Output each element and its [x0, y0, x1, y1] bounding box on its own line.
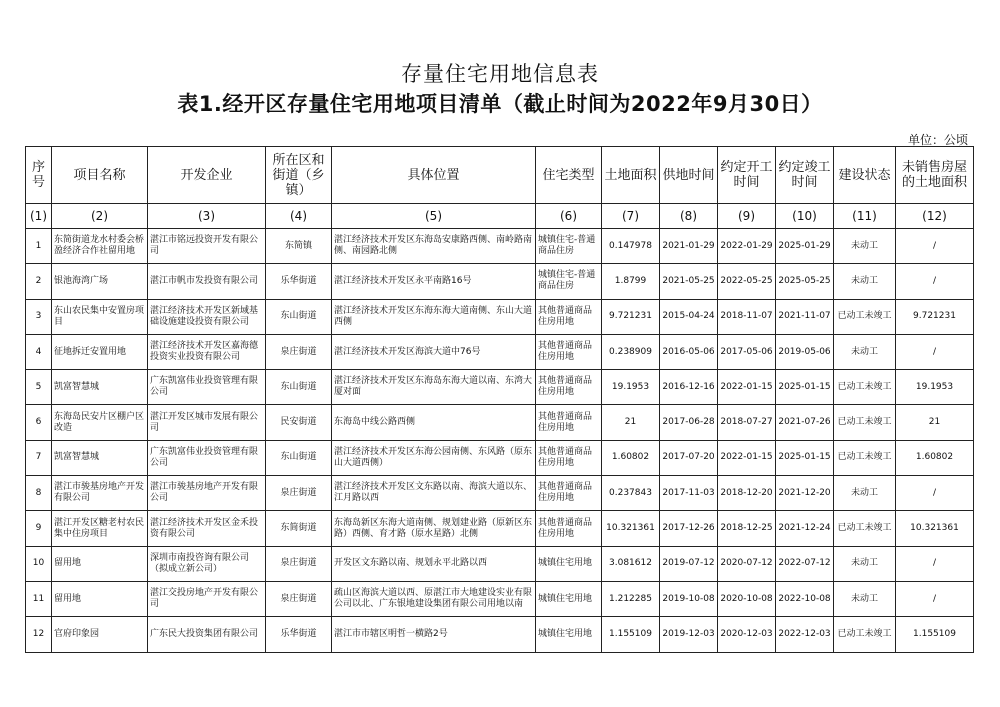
land-area-cell: 1.60802 [602, 440, 660, 475]
finish-date-cell: 2022-10-08 [776, 581, 834, 616]
table-row [26, 581, 974, 616]
finish-date-cell: 2022-07-12 [776, 546, 834, 581]
start-date-cell: 2022-01-15 [718, 370, 776, 405]
street-cell: 泉庄街道 [266, 581, 332, 616]
location-cell: 东海岛中线公路西侧 [332, 405, 536, 440]
header-cell: 约定开工时间 [718, 147, 776, 204]
table-row [26, 511, 974, 546]
supply-date-cell: 2017-12-26 [660, 511, 718, 546]
land-area-cell: 1.8799 [602, 264, 660, 299]
land-area-cell: 0.237843 [602, 476, 660, 511]
status-cell: 未动工 [834, 334, 896, 369]
column-index-row [26, 204, 974, 229]
housing-type-cell: 城镇住宅用地 [536, 617, 602, 652]
status-cell: 未动工 [834, 581, 896, 616]
location-cell: 湛江经济技术开发区东海岛东海大道以南、东湾大厦对面 [332, 370, 536, 405]
serial-cell: 1 [26, 229, 52, 264]
column-index: (1) [26, 204, 52, 229]
unsold-area-cell: / [896, 264, 974, 299]
unsold-area-cell: 19.1953 [896, 370, 974, 405]
unit-label: 单位：公顷 [907, 133, 968, 147]
supply-date-cell: 2015-04-24 [660, 299, 718, 334]
housing-type-cell: 其他普通商品住房用地 [536, 370, 602, 405]
unsold-area-cell: 10.321361 [896, 511, 974, 546]
supply-date-cell: 2017-06-28 [660, 405, 718, 440]
supply-date-cell: 2017-07-20 [660, 440, 718, 475]
location-cell: 疏山区海滨大道以西、原湛江市大地建设实业有限公司以北、广东银地建设集团有限公司用地以南 [332, 581, 536, 616]
column-index: (3) [148, 204, 266, 229]
project-name-cell: 湛江市骏基房地产开发有限公司 [52, 476, 148, 511]
project-name-cell: 凯富智慧城 [52, 440, 148, 475]
unsold-area-cell: / [896, 546, 974, 581]
housing-type-cell: 其他普通商品住房用地 [536, 299, 602, 334]
street-cell: 东山街道 [266, 370, 332, 405]
housing-type-cell: 城镇住宅用地 [536, 546, 602, 581]
land-area-cell: 1.155109 [602, 617, 660, 652]
street-cell: 泉庄街道 [266, 546, 332, 581]
serial-cell: 6 [26, 405, 52, 440]
finish-date-cell: 2021-11-07 [776, 299, 834, 334]
location-cell: 湛江经济技术开发区东海岛安康路西侧、南岭路南侧、南园路北侧 [332, 229, 536, 264]
project-name-cell: 凯富智慧城 [52, 370, 148, 405]
status-cell: 已动工未竣工 [834, 511, 896, 546]
company-cell: 广东凯富伟业投资管理有限公司 [148, 370, 266, 405]
column-index: (4) [266, 204, 332, 229]
location-cell: 湛江经济技术开发区永平南路16号 [332, 264, 536, 299]
street-cell: 民安街道 [266, 405, 332, 440]
table-subtitle: 表1.经开区存量住宅用地项目清单（截止时间为2022年9月30日） [177, 92, 823, 116]
supply-date-cell: 2019-10-08 [660, 581, 718, 616]
housing-type-cell: 城镇住宅用地 [536, 581, 602, 616]
unsold-area-cell: / [896, 229, 974, 264]
finish-date-cell: 2021-12-20 [776, 476, 834, 511]
supply-date-cell: 2019-12-03 [660, 617, 718, 652]
header-row [26, 147, 974, 204]
column-index: (7) [602, 204, 660, 229]
unsold-area-cell: / [896, 476, 974, 511]
column-index: (12) [896, 204, 974, 229]
housing-type-cell: 其他普通商品住房用地 [536, 440, 602, 475]
status-cell: 未动工 [834, 264, 896, 299]
land-area-cell: 1.212285 [602, 581, 660, 616]
company-cell: 湛江市铭远投资开发有限公司 [148, 229, 266, 264]
street-cell: 东山街道 [266, 299, 332, 334]
status-cell: 已动工未竣工 [834, 617, 896, 652]
finish-date-cell: 2025-01-15 [776, 370, 834, 405]
finish-date-cell: 2025-01-15 [776, 440, 834, 475]
status-cell: 已动工未竣工 [834, 405, 896, 440]
header-cell: 土地面积 [602, 147, 660, 204]
serial-cell: 8 [26, 476, 52, 511]
project-name-cell: 留用地 [52, 581, 148, 616]
start-date-cell: 2018-12-25 [718, 511, 776, 546]
unsold-area-cell: / [896, 334, 974, 369]
supply-date-cell: 2021-05-25 [660, 264, 718, 299]
project-name-cell: 银池海湾广场 [52, 264, 148, 299]
land-area-cell: 10.321361 [602, 511, 660, 546]
housing-type-cell: 城镇住宅-普通商品住房 [536, 264, 602, 299]
street-cell: 东山街道 [266, 440, 332, 475]
header-cell: 开发企业 [148, 147, 266, 204]
company-cell: 深圳市南投咨询有限公司（拟成立新公司） [148, 546, 266, 581]
land-area-cell: 0.147978 [602, 229, 660, 264]
project-name-cell: 留用地 [52, 546, 148, 581]
serial-cell: 4 [26, 334, 52, 369]
location-cell: 东海岛新区东海大道南侧、规划建业路（原新区东路）西侧、育才路（原水星路）北侧 [332, 511, 536, 546]
location-cell: 湛江经济技术开发区海滨大道中76号 [332, 334, 536, 369]
street-cell: 泉庄街道 [266, 476, 332, 511]
company-cell: 湛江经济技术开发区嘉海德投资实业投资有限公司 [148, 334, 266, 369]
status-cell: 未动工 [834, 229, 896, 264]
supply-date-cell: 2019-07-12 [660, 546, 718, 581]
column-index: (10) [776, 204, 834, 229]
project-name-cell: 东简街道龙水村委会桥盈经济合作社留用地 [52, 229, 148, 264]
start-date-cell: 2022-01-29 [718, 229, 776, 264]
serial-cell: 2 [26, 264, 52, 299]
street-cell: 东简镇 [266, 229, 332, 264]
supply-date-cell: 2021-01-29 [660, 229, 718, 264]
header-cell: 具体位置 [332, 147, 536, 204]
unsold-area-cell: 1.155109 [896, 617, 974, 652]
start-date-cell: 2020-07-12 [718, 546, 776, 581]
location-cell: 湛江经济技术开发区东海东海大道南侧、东山大道西侧 [332, 299, 536, 334]
table-row [26, 229, 974, 264]
land-area-cell: 9.721231 [602, 299, 660, 334]
street-cell: 东简街道 [266, 511, 332, 546]
start-date-cell: 2020-10-08 [718, 581, 776, 616]
start-date-cell: 2018-12-20 [718, 476, 776, 511]
start-date-cell: 2022-01-15 [718, 440, 776, 475]
housing-type-cell: 其他普通商品住房用地 [536, 334, 602, 369]
company-cell: 湛江市帆市发投资有限公司 [148, 264, 266, 299]
land-area-cell: 3.081612 [602, 546, 660, 581]
table-row [26, 546, 974, 581]
project-name-cell: 湛江开发区糖老村农民集中住房项目 [52, 511, 148, 546]
project-name-cell: 官府印象园 [52, 617, 148, 652]
column-index: (6) [536, 204, 602, 229]
table-row [26, 299, 974, 334]
unsold-area-cell: 1.60802 [896, 440, 974, 475]
table-row [26, 476, 974, 511]
location-cell: 湛江市市辖区明哲一横路2号 [332, 617, 536, 652]
status-cell: 已动工未竣工 [834, 299, 896, 334]
project-name-cell: 东山农民集中安置房项目 [52, 299, 148, 334]
land-area-cell: 19.1953 [602, 370, 660, 405]
housing-type-cell: 其他普通商品住房用地 [536, 405, 602, 440]
street-cell: 乐华街道 [266, 617, 332, 652]
status-cell: 已动工未竣工 [834, 370, 896, 405]
location-cell: 开发区文东路以南、规划永平北路以西 [332, 546, 536, 581]
start-date-cell: 2020-12-03 [718, 617, 776, 652]
supply-date-cell: 2016-05-06 [660, 334, 718, 369]
finish-date-cell: 2021-12-24 [776, 511, 834, 546]
company-cell: 广东民大投资集团有限公司 [148, 617, 266, 652]
status-cell: 未动工 [834, 546, 896, 581]
start-date-cell: 2022-05-25 [718, 264, 776, 299]
header-cell: 供地时间 [660, 147, 718, 204]
start-date-cell: 2018-07-27 [718, 405, 776, 440]
housing-type-cell: 其他普通商品住房用地 [536, 511, 602, 546]
header-cell: 未销售房屋的土地面积 [896, 147, 974, 204]
company-cell: 湛江交投房地产开发有限公司 [148, 581, 266, 616]
company-cell: 湛江经济技术开发区新域基础设施建设投资有限公司 [148, 299, 266, 334]
header-cell: 所在区和街道（乡镇） [266, 147, 332, 204]
supply-date-cell: 2017-11-03 [660, 476, 718, 511]
header-cell: 约定竣工时间 [776, 147, 834, 204]
header-cell: 项目名称 [52, 147, 148, 204]
serial-cell: 3 [26, 299, 52, 334]
column-index: (2) [52, 204, 148, 229]
company-cell: 广东凯富伟业投资管理有限公司 [148, 440, 266, 475]
location-cell: 湛江经济技术开发区东海公园南侧、东风路（原东山大道西侧） [332, 440, 536, 475]
column-index: (9) [718, 204, 776, 229]
finish-date-cell: 2022-12-03 [776, 617, 834, 652]
column-index: (11) [834, 204, 896, 229]
unsold-area-cell: / [896, 581, 974, 616]
land-area-cell: 21 [602, 405, 660, 440]
project-name-cell: 征地拆迁安置用地 [52, 334, 148, 369]
serial-cell: 9 [26, 511, 52, 546]
project-name-cell: 东海岛民安片区棚户区改造 [52, 405, 148, 440]
table-row [26, 370, 974, 405]
table-row [26, 264, 974, 299]
housing-type-cell: 城镇住宅-普通商品住房 [536, 229, 602, 264]
header-cell: 住宅类型 [536, 147, 602, 204]
status-cell: 未动工 [834, 476, 896, 511]
company-cell: 湛江市骏基房地产开发有限公司 [148, 476, 266, 511]
street-cell: 泉庄街道 [266, 334, 332, 369]
header-cell: 序号 [26, 147, 52, 204]
table-row [26, 334, 974, 369]
serial-cell: 7 [26, 440, 52, 475]
location-cell: 湛江经济技术开发区文东路以南、海滨大道以东、江月路以西 [332, 476, 536, 511]
finish-date-cell: 2021-07-26 [776, 405, 834, 440]
start-date-cell: 2018-11-07 [718, 299, 776, 334]
unsold-area-cell: 21 [896, 405, 974, 440]
serial-cell: 12 [26, 617, 52, 652]
company-cell: 湛江经济技术开发区金禾投资有限公司 [148, 511, 266, 546]
status-cell: 已动工未竣工 [834, 440, 896, 475]
start-date-cell: 2017-05-06 [718, 334, 776, 369]
serial-cell: 10 [26, 546, 52, 581]
unsold-area-cell: 9.721231 [896, 299, 974, 334]
finish-date-cell: 2025-05-25 [776, 264, 834, 299]
table-title: 存量住宅用地信息表 [401, 62, 599, 86]
land-area-cell: 0.238909 [602, 334, 660, 369]
column-index: (5) [332, 204, 536, 229]
finish-date-cell: 2025-01-29 [776, 229, 834, 264]
serial-cell: 11 [26, 581, 52, 616]
finish-date-cell: 2019-05-06 [776, 334, 834, 369]
table-row [26, 405, 974, 440]
column-index: (8) [660, 204, 718, 229]
table-row [26, 440, 974, 475]
header-cell: 建设状态 [834, 147, 896, 204]
street-cell: 乐华街道 [266, 264, 332, 299]
supply-date-cell: 2016-12-16 [660, 370, 718, 405]
table-row [26, 617, 974, 652]
company-cell: 湛江开发区城市发展有限公司 [148, 405, 266, 440]
serial-cell: 5 [26, 370, 52, 405]
housing-type-cell: 其他普通商品住房用地 [536, 476, 602, 511]
land-table [25, 146, 974, 653]
